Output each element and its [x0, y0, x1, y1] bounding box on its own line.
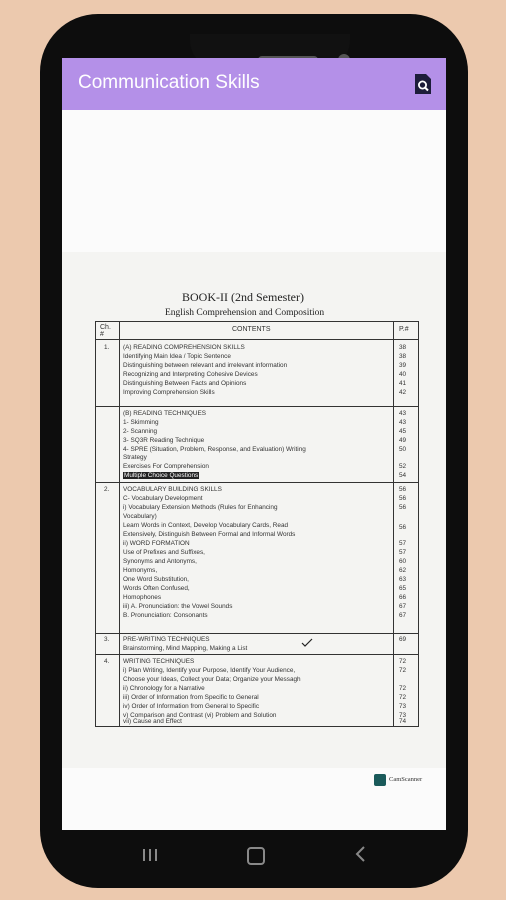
toc-line: Homonyms,: [123, 567, 158, 574]
toc-page: 56: [399, 504, 407, 511]
book-subtitle: English Comprehension and Composition: [165, 308, 325, 318]
search-document-icon[interactable]: [414, 73, 432, 95]
book-title: BOOK-II (2nd Semester): [182, 290, 304, 304]
toc-line: i) Vocabulary Extension Methods (Rules for Enhancing: [123, 504, 278, 511]
toc-page: 73: [399, 712, 407, 719]
app-bar: [62, 58, 446, 110]
toc-page: 56: [399, 524, 407, 531]
toc-page: 45: [399, 428, 407, 435]
screen: [62, 58, 446, 830]
contents-table: [95, 321, 419, 727]
toc-page: 63: [399, 576, 407, 583]
toc-page: 72: [399, 667, 407, 674]
camscanner-logo-icon: [374, 774, 386, 786]
toc-line-highlighted: [123, 472, 199, 479]
toc-page: 56: [399, 486, 407, 493]
back-icon[interactable]: [354, 845, 368, 863]
toc-line: C- Vocabulary Development: [123, 495, 203, 502]
app-title: Communication Skills: [78, 72, 260, 93]
toc-line: Identifying Main Idea / Topic Sentence: [123, 353, 231, 360]
toc-line: Vocabulary): [123, 513, 157, 520]
toc-page: 39: [399, 362, 407, 369]
toc-line: 3- SQ3R Reading Technique: [123, 437, 205, 444]
toc-page: 65: [399, 585, 407, 592]
toc-page: 38: [399, 344, 407, 351]
toc-page: 43: [399, 419, 407, 426]
toc-line: (A) READING COMPREHENSION SKILLS: [123, 344, 245, 351]
chapter-number: 4.: [104, 658, 110, 665]
toc-page: 67: [399, 603, 407, 610]
header-contents: CONTENTS: [232, 326, 271, 333]
toc-line: 2- Scanning: [123, 428, 158, 435]
recents-icon[interactable]: [142, 848, 158, 862]
toc-page: 73: [399, 703, 407, 710]
toc-line: i) Plan Writing, Identify your Purpose, Identify Your Audience,: [123, 667, 296, 674]
toc-page: 52: [399, 463, 407, 470]
document-viewer[interactable]: [62, 110, 446, 830]
toc-line: VOCABULARY BUILDING SKILLS: [123, 486, 222, 493]
toc-line: ii) WORD FORMATION: [123, 540, 190, 547]
toc-line: Extensively, Distinguish Between Formal and Informal Words: [123, 531, 296, 538]
row-divider: [96, 654, 418, 655]
navigation-bar: [62, 830, 446, 880]
toc-page: 49: [399, 437, 407, 444]
toc-page: 62: [399, 567, 407, 574]
toc-page: 43: [399, 410, 407, 417]
toc-line: Improving Comprehension Skills: [123, 389, 215, 396]
toc-line: vii) Cause and Effect: [123, 718, 182, 725]
toc-page: 60: [399, 558, 407, 565]
toc-line: v) Comparison and Contrast (vi) Problem and Solution: [123, 712, 277, 719]
toc-page: 67: [399, 612, 407, 619]
row-divider: [96, 406, 418, 407]
row-divider: [96, 339, 418, 340]
highlight-text: Multiple Choice Questions: [124, 472, 199, 479]
toc-page: 57: [399, 540, 407, 547]
col-divider: [119, 322, 120, 726]
toc-line: Brainstorming, Mind Mapping, Making a List: [123, 645, 248, 652]
toc-page: 72: [399, 658, 407, 665]
toc-line: Learn Words in Context, Develop Vocabulary Cards, Read: [123, 522, 289, 529]
toc-line: Distinguishing between relevant and irrelevant information: [123, 362, 288, 369]
toc-line: Choose your Ideas, Collect your Data; Organize your Messagh: [123, 676, 301, 683]
toc-page: 56: [399, 495, 407, 502]
toc-line: B. Pronunciation: Consonants: [123, 612, 208, 619]
toc-line: WRITING TECHNIQUES: [123, 658, 195, 665]
header-page: P.#: [399, 326, 409, 333]
toc-page: 42: [399, 389, 407, 396]
toc-line: One Word Substitution,: [123, 576, 189, 583]
toc-line: Recognizing and Interpreting Cohesive Devices: [123, 371, 258, 378]
checkmark-icon: [301, 638, 313, 648]
toc-line: 4- SPRE (Situation, Problem, Response, and Evaluation) Writing: [123, 446, 306, 453]
toc-page: 74: [399, 718, 407, 725]
toc-line: iv) Order of Information from General to Specific: [123, 703, 260, 710]
chapter-number: 3.: [104, 636, 110, 643]
toc-line: Synonyms and Antonyms,: [123, 558, 197, 565]
camscanner-badge: [374, 774, 444, 788]
toc-line: Use of Prefixes and Suffixes,: [123, 549, 205, 556]
toc-page: 54: [399, 472, 407, 479]
row-divider: [96, 633, 418, 634]
col-divider: [393, 322, 394, 726]
chapter-number: 1.: [104, 344, 110, 351]
chapter-number: 2.: [104, 486, 110, 493]
home-icon[interactable]: [247, 847, 265, 865]
toc-line: (B) READING TECHNIQUES: [123, 410, 206, 417]
row-divider: [96, 482, 418, 483]
toc-line: 1- Skimming: [123, 419, 159, 426]
toc-page: 69: [399, 636, 407, 643]
camscanner-label: CamScanner: [389, 776, 423, 783]
toc-page: 57: [399, 549, 407, 556]
toc-line: ii) Chronology for a Narrative: [123, 685, 205, 692]
toc-page: 72: [399, 694, 407, 701]
toc-line: Exercises For Comprehension: [123, 463, 209, 470]
toc-line: PRE-WRITING TECHNIQUES: [123, 636, 210, 643]
toc-line: Strategy: [123, 454, 147, 461]
toc-line: Words Often Confused,: [123, 585, 190, 592]
toc-page: 41: [399, 380, 407, 387]
toc-page: 50: [399, 446, 407, 453]
toc-page: 66: [399, 594, 407, 601]
toc-line: Homophones: [123, 594, 162, 601]
header-chapter: Ch. #: [100, 324, 111, 338]
toc-line: Distinguishing Between Facts and Opinions: [123, 380, 247, 387]
toc-page: 72: [399, 685, 407, 692]
toc-page: 40: [399, 371, 407, 378]
toc-line: iii) Order of Information from Specific to General: [123, 694, 259, 701]
toc-line: iii) A. Pronunciation: the Vowel Sounds: [123, 603, 233, 610]
toc-page: 38: [399, 353, 407, 360]
